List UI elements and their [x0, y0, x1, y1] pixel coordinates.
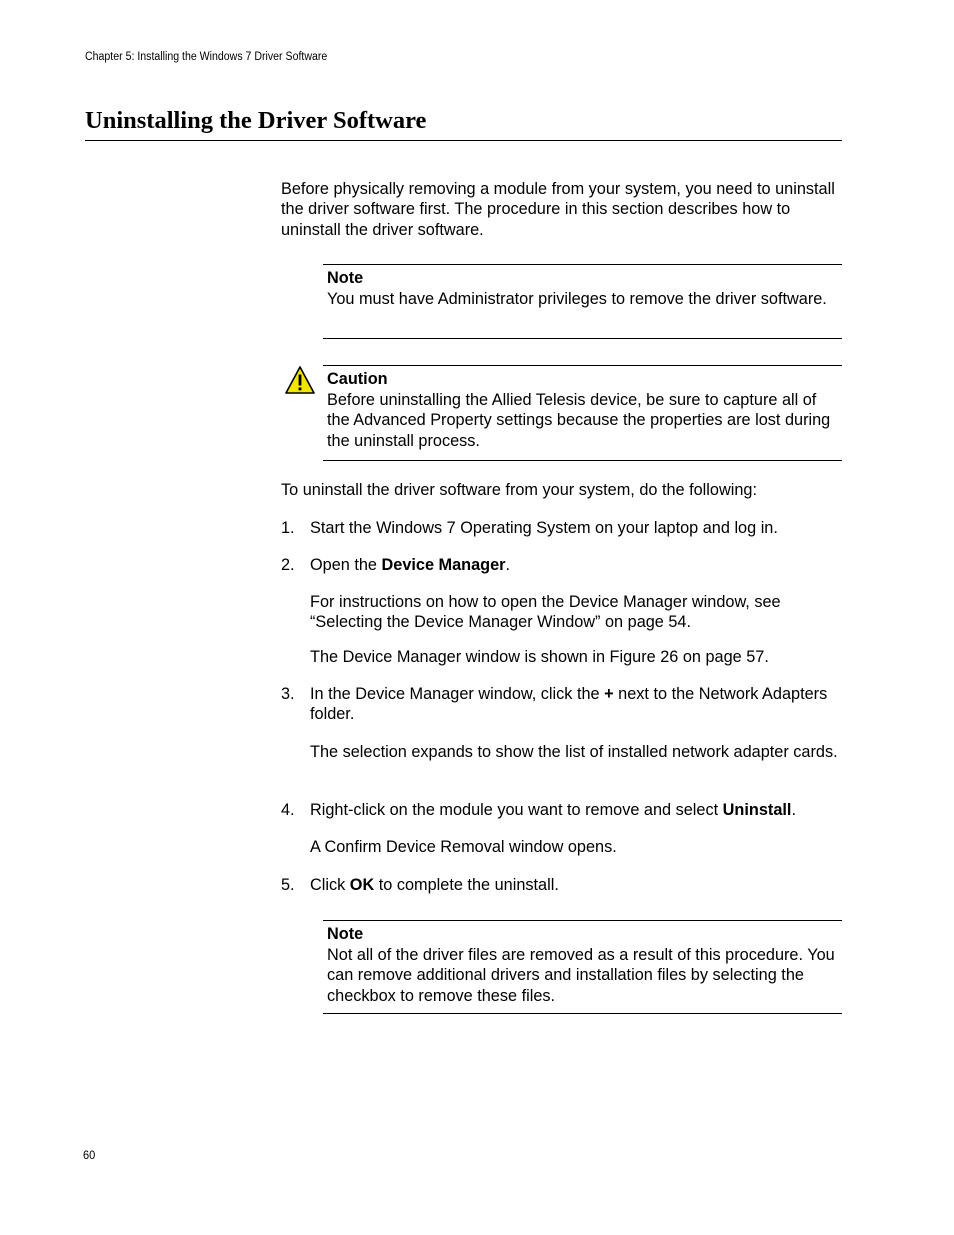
note-box-files — [323, 920, 842, 1014]
intro-paragraph: Before physically removing a module from your system, you need to uninstall the driver software first. The procedure in this section describes how to uninstall the driver software. — [281, 180, 835, 239]
title-rule — [85, 140, 842, 141]
warning-triangle-icon — [284, 365, 316, 395]
step-number: 4. — [281, 801, 295, 819]
step-number: 5. — [281, 876, 295, 894]
step-text: Click OK to complete the uninstall. — [310, 876, 559, 894]
step-number: 1. — [281, 519, 295, 537]
step-text: Open the Device Manager. — [310, 556, 511, 574]
step-text: In the Device Manager window, click the + next to the Network Adapters folder. — [310, 685, 828, 724]
note-label: Note — [327, 925, 364, 943]
running-head: Chapter 5: Installing the Windows 7 Driver Software — [85, 51, 328, 63]
uninstall-term: Uninstall — [722, 801, 792, 819]
step-4-note: A Confirm Device Removal window opens. — [310, 838, 617, 856]
step-number: 2. — [281, 556, 295, 574]
caution-text: Before uninstalling the Allied Telesis device, be sure to capture all of the Advanced Property settings because the properties are lost during the uninstall process. — [327, 391, 831, 450]
procedure-lead: To uninstall the driver software from your system, do the following: — [281, 481, 757, 499]
section-title: Uninstalling the Driver Software — [85, 107, 427, 134]
step-text: Right-click on the module you want to remove and select Uninstall. — [310, 801, 796, 819]
note-box-admin — [323, 264, 842, 339]
step-2-note-instructions: For instructions on how to open the Device Manager window, see “Selecting the Device Manager Window” on page 54. — [310, 593, 781, 632]
device-manager-term: Device Manager — [381, 556, 506, 574]
step-text: Start the Windows 7 Operating System on your laptop and log in. — [310, 519, 778, 537]
note-text: Not all of the driver files are removed as a result of this procedure. You can remove additional drivers and installation files by selecting the checkbox to remove these files. — [327, 946, 835, 1005]
caution-label: Caution — [327, 370, 388, 388]
caution-box — [323, 365, 842, 461]
note-label: Note — [327, 269, 364, 287]
step-3-note: The selection expands to show the list of installed network adapter cards. — [310, 743, 838, 761]
step-2-note-figure: The Device Manager window is shown in Figure 26 on page 57. — [310, 648, 769, 666]
step-number: 3. — [281, 685, 295, 703]
note-text: You must have Administrator privileges to remove the driver software. — [327, 290, 827, 308]
plus-term: + — [604, 685, 614, 703]
ok-term: OK — [349, 876, 375, 894]
page-number: 60 — [83, 1148, 96, 1162]
